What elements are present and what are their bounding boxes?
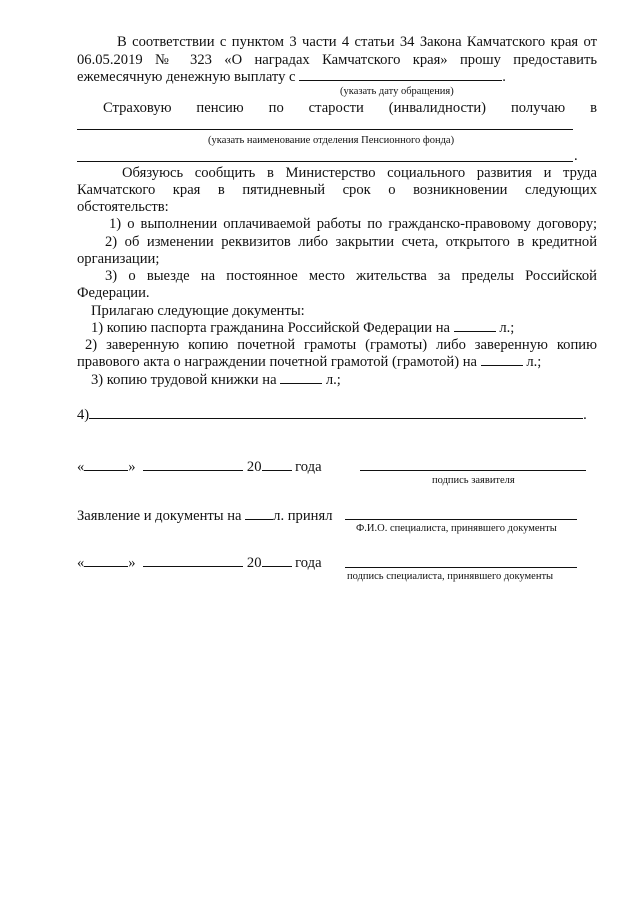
notify-line-1: Обязуюсь сообщить в Министерство социального развития и труда (122, 165, 597, 181)
award-act-pages-field[interactable] (481, 353, 523, 366)
specialist-open-quote: « (77, 555, 85, 571)
passport-pages-field[interactable] (454, 319, 496, 332)
specialist-name-field[interactable] (345, 519, 577, 520)
applicant-open-quote: « (77, 459, 85, 475)
awards-line-2: 06.05.2019 № 323 «О наградах Камчатского края» прошу предоставить (77, 52, 597, 68)
specialist-year-prefix: 20 (246, 555, 262, 571)
date-of-request-field[interactable] (299, 68, 502, 81)
doc-item-2-suffix: л.; (526, 354, 542, 370)
notify-item-2-cont: организации; (77, 251, 160, 267)
doc-item-3-text: 3) копию трудовой книжки на (91, 372, 277, 388)
applicant-signature-caption: подпись заявителя (432, 475, 515, 486)
applicant-month-field[interactable] (143, 458, 243, 471)
doc-item-3-suffix: л.; (325, 372, 341, 388)
pension-line-1: Страховую пенсию по старости (инвалидности) получаю в (103, 100, 597, 116)
specialist-date-row (77, 554, 597, 572)
applicant-year-prefix: 20 (246, 459, 262, 475)
doc-item-4 (77, 406, 597, 424)
applicant-year-word: года (295, 459, 322, 475)
specialist-month-field[interactable] (143, 554, 243, 567)
notify-item-3: 3) о выезде на постоянное место жительства за пределы Российской (105, 268, 597, 284)
accepted-pages-field[interactable] (245, 507, 273, 520)
notify-item-1: 1) о выполнении оплачиваемой работы по гражданско-правовому договору; (109, 216, 597, 232)
pension-fund-field-2[interactable] (77, 161, 573, 162)
work-book-pages-field[interactable] (280, 371, 322, 384)
awards-line-3-end: . (502, 69, 506, 85)
accept-text: Заявление и документы на (77, 508, 242, 524)
doc-item-2-line-1: 2) заверенную копию почетной грамоты (грамоты) либо заверенную копию (85, 337, 597, 353)
specialist-day-field[interactable] (84, 554, 128, 567)
specialist-signature-field[interactable] (345, 567, 577, 568)
other-document-field[interactable] (89, 406, 583, 419)
notify-item-2: 2) об изменении реквизитов либо закрытии счета, открытого в кредитной (105, 234, 597, 250)
specialist-name-caption: Ф.И.О. специалиста, принявшего документы (356, 523, 557, 534)
doc-item-1-suffix: л.; (499, 320, 515, 336)
doc-item-3 (91, 371, 611, 389)
specialist-year-field[interactable] (262, 554, 292, 567)
docs-intro: Прилагаю следующие документы: (91, 303, 305, 319)
doc-item-4-number: 4) (77, 407, 90, 423)
applicant-close-quote: » (128, 459, 136, 475)
doc-item-1-text: 1) копию паспорта гражданина Российской Федерации на (91, 320, 451, 336)
applicant-day-field[interactable] (84, 458, 128, 471)
pension-fund-hint: (указать наименование отделения Пенсионного фонда) (208, 135, 455, 146)
awards-line-1: В соответствии с пунктом 3 части 4 статьи 34 Закона Камчатского края от (117, 34, 597, 50)
doc-item-2-text: правового акта о награждении почетной грамотой (грамотой) на (77, 354, 478, 370)
pension-end: . (574, 148, 578, 164)
accept-mid: л. принял (273, 508, 333, 524)
doc-item-4-end: . (583, 407, 587, 423)
specialist-signature-caption: подпись специалиста, принявшего документы (347, 571, 554, 582)
specialist-year-word: года (295, 555, 322, 571)
awards-line-3 (77, 68, 597, 86)
awards-line-3-text: ежемесячную денежную выплату с (77, 69, 296, 85)
doc-item-2-line-2 (77, 353, 597, 371)
applicant-signature-field[interactable] (360, 470, 586, 471)
applicant-year-field[interactable] (262, 458, 292, 471)
specialist-close-quote: » (128, 555, 136, 571)
notify-line-2: Камчатского края в пятидневный срок о возникновении следующих (77, 182, 597, 198)
applicant-date-row (77, 458, 597, 476)
doc-item-1 (91, 319, 611, 337)
notify-line-3: обстоятельств: (77, 199, 169, 215)
date-of-request-hint: (указать дату обращения) (340, 86, 454, 97)
notify-item-3-cont: Федерации. (77, 285, 150, 301)
pension-fund-field-1[interactable] (77, 129, 573, 130)
